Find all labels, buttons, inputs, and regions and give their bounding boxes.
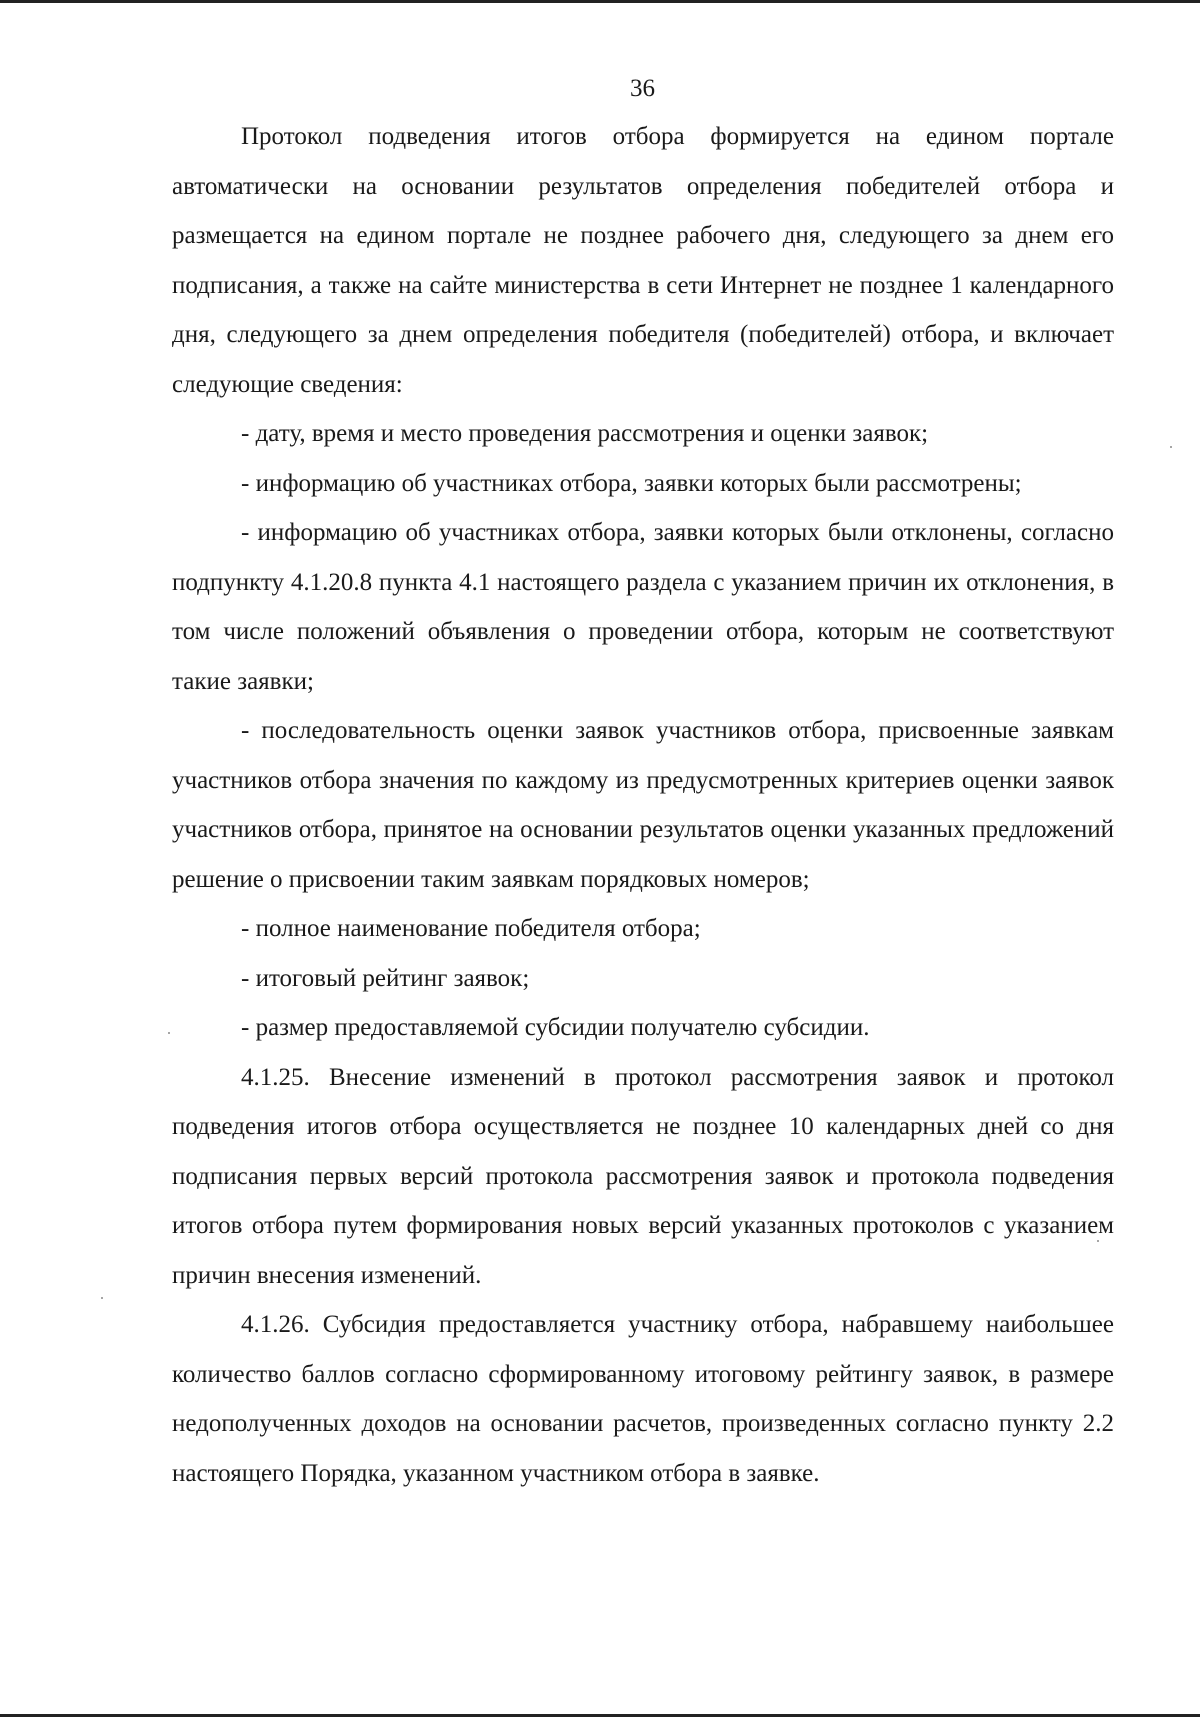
- top-border-line: [0, 0, 1200, 3]
- scan-speck: [1170, 446, 1172, 448]
- bottom-border-line: [0, 1714, 1200, 1717]
- page-number: 36: [630, 75, 655, 102]
- list-item-rejected-participants: - информацию об участниках отбора, заявки которых были отклонены, согласно подпункту 4.1.20.8 пункта 4.1 настоящего раздела с указанием причин их отклонения, в том числе положений объявления о проведении отбора, которым не соответствуют такие заявки;: [172, 519, 1114, 695]
- list-item-reviewed-participants: - информацию об участниках отбора, заявки которых были рассмотрены;: [241, 469, 1022, 497]
- scan-speck: [168, 1032, 170, 1034]
- list-item-evaluation-sequence: - последовательность оценки заявок участников отбора, присвоенные заявкам участников отбора значения по каждому из предусмотренных критериев оценки заявок участников отбора, принятое на основании результатов оценки указанных предложений решение о присвоении таким заявкам порядковых номеров;: [172, 717, 1114, 893]
- paragraph-4-1-26: 4.1.26. Субсидия предоставляется участнику отбора, набравшему наибольшее количество баллов согласно сформированному итоговому рейтингу заявок, в размере недополученных доходов на основании расчетов, произведенных согласно пункту 2.2 настоящего Порядка, указанном участником отбора в заявке.: [172, 1311, 1114, 1487]
- list-item-subsidy-amount: - размер предоставляемой субсидии получателю субсидии.: [241, 1014, 870, 1041]
- paragraph-4-1-25: 4.1.25. Внесение изменений в протокол рассмотрения заявок и протокол подведения итогов отбора осуществляется не позднее 10 календарных дней со дня подписания первых версий протокола рассмотрения заявок и протокола подведения итогов отбора путем формирования новых версий указанных протоколов с указанием причин внесения изменений.: [172, 1063, 1114, 1289]
- list-item-winner-name: - полное наименование победителя отбора;: [241, 915, 701, 942]
- list-item-final-rating: - итоговый рейтинг заявок;: [241, 964, 530, 992]
- document-body: [172, 112, 1114, 1498]
- scan-speck: [101, 1297, 103, 1299]
- list-item-date-time-place: - дату, время и место проведения рассмотрения и оценки заявок;: [241, 420, 929, 447]
- scan-speck: [1097, 1240, 1099, 1242]
- paragraph-protocol-intro: Протокол подведения итогов отбора формируется на едином портале автоматически на основании результатов определения победителей отбора и размещается на едином портале не позднее рабочего дня, следующего за днем его подписания, а также на сайте министерства в сети Интернет не позднее 1 календарного дня, следующего за днем определения победителя (победителей) отбора, и включает следующие сведения:: [172, 123, 1114, 398]
